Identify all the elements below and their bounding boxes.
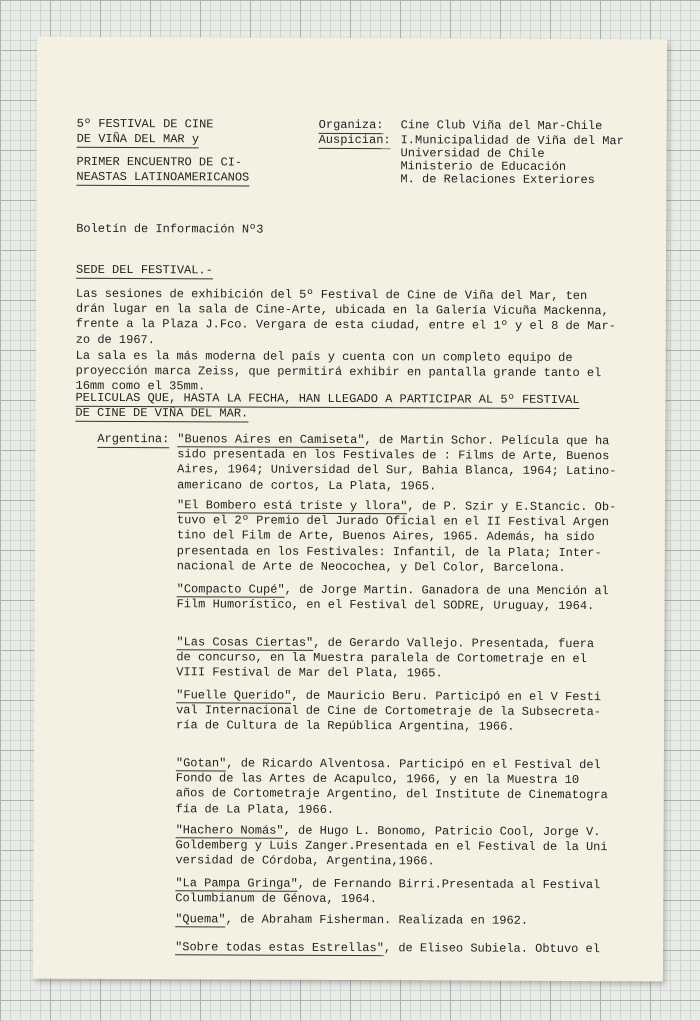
film-entry xyxy=(176,756,608,819)
film-entry-first-line xyxy=(176,635,594,652)
film-description: , de Ricardo Alventosa. Participó en el Festival del xyxy=(226,756,601,773)
country-label-argentina: Argentina: xyxy=(97,432,169,449)
festival-title-line-1: 5º FESTIVAL DE CINE xyxy=(76,116,214,132)
sede-paragraph-1 xyxy=(76,287,616,350)
organiza-label: Organiza: xyxy=(319,118,384,134)
film-list xyxy=(175,432,637,957)
film-entry xyxy=(175,876,600,908)
film-description-line: tuvo el 2º Premio del Jurado Oficial en el II Festival Argen xyxy=(176,513,610,530)
sede-paragraph-2 xyxy=(75,349,601,397)
film-title: "La Pampa Gringa" xyxy=(175,876,298,891)
film-description-line: americano de cortos, La Plata, 1965. xyxy=(177,477,437,493)
sede-heading: SEDE DEL FESTIVAL.- xyxy=(76,263,213,280)
text-line: drán lugar en la sala de Cine-Arte, ubicada en la Galería Vicuña Mackenna, xyxy=(75,302,609,319)
film-description: , de Gerardo Vallejo. Presentada, fuera xyxy=(313,635,595,652)
film-description-line: años de Cortometraje Argentino, del Institute de Cinematogra xyxy=(175,786,608,803)
peliculas-heading-line-1: PELICULAS QUE, HASTA LA FECHA, HAN LLEGADO A PARTICIPAR AL 5º FESTIVAL xyxy=(75,391,579,409)
film-description-line: Aires, 1964; Universidad del Sur, Bahia Blanca, 1964; Latino- xyxy=(177,462,617,479)
film-description-line: Film Humorístico, en el Festival del SODRE, Uruguay, 1964. xyxy=(176,597,595,614)
encuentro-title-line-1: PRIMER ENCUENTRO DE CI- xyxy=(76,154,243,170)
film-description-line: de concurso, en la Muestra paralela de Cortometraje en el xyxy=(176,650,587,667)
film-description: , de Mauricio Beru. Participó en el V Festi xyxy=(291,688,602,705)
encuentro-title-line-2: NEASTAS LATINOAMERICANOS xyxy=(76,170,249,187)
film-description: , de Abraham Fisherman. Realizada en 1962. xyxy=(225,912,529,928)
film-entry xyxy=(176,635,594,682)
auspician-value-2: Universidad de Chile xyxy=(400,146,545,161)
auspician-value-4: M. de Relaciones Exteriores xyxy=(400,172,595,188)
film-title: "Buenos Aires en Camiseta" xyxy=(177,432,365,448)
film-entry xyxy=(175,940,600,957)
film-title: "Las Cosas Ciertas" xyxy=(176,635,314,650)
auspician-label: Auspician: xyxy=(319,133,391,150)
text-line: La sala es la más moderna del país y cuenta con un completo equipo de xyxy=(75,348,573,365)
film-entry-first-line xyxy=(175,940,600,957)
film-description-line: versidad de Córdoba, Argentina,1966. xyxy=(175,853,435,869)
film-entry xyxy=(177,582,609,614)
film-title: "Hachero Nomás" xyxy=(175,823,284,838)
film-entry xyxy=(177,432,617,495)
film-description: , de Fernando Birri.Presentada al Festival xyxy=(297,876,601,893)
text-line: proyección marca Zeiss, que permitirá exhibir en pantalla grande tanto el xyxy=(75,364,602,381)
peliculas-heading-line-2: DE CINE DE VIÑA DEL MAR. xyxy=(75,406,248,423)
film-entry xyxy=(177,498,617,576)
film-description-line: Goldemberg y Luis Zanger.Presentada en el Festival de la Uni xyxy=(175,838,608,855)
film-description-line: fía de La Plata, 1966. xyxy=(175,801,335,817)
film-description-line: Fondo de las Artes de Acapulco, 1966, y en la Muestra 10 xyxy=(175,771,580,788)
film-description-line: sido presentada en los Festivales de : Films de Arte, Buenos xyxy=(177,447,610,464)
film-description-line: nacional de Arte de Neocochea, y Del Color, Barcelona. xyxy=(176,559,566,575)
film-title: "El Bombero está triste y llora" xyxy=(176,498,408,514)
film-description: , de Hugo L. Bonomo, Patricio Cool, Jorge V. xyxy=(283,823,601,840)
film-description-line: VIII Festival de Mar del Plata, 1965. xyxy=(176,665,443,681)
festival-title-line-2: DE VIÑA DEL MAR y xyxy=(77,132,199,149)
film-description-line: ría de Cultura de la República Argentina, 1966. xyxy=(176,718,515,735)
text-line: zo de 1967. xyxy=(75,332,155,347)
organiza-value: Cine Club Viña del Mar-Chile xyxy=(400,118,603,134)
film-entry-first-line xyxy=(175,912,528,929)
boletin-number: Boletín de Información Nº3 xyxy=(76,221,264,237)
auspician-value-3: Ministerio de Educación xyxy=(400,159,567,174)
film-title: "Quema" xyxy=(175,912,226,927)
film-description-line: presentada en los Festivales: Infantil, de la Plata; Inter- xyxy=(176,543,602,560)
film-description-line: Columbianum de Génova, 1964. xyxy=(175,891,377,907)
film-title: "Gotan" xyxy=(175,756,227,771)
film-title: "Sobre todas estas Estrellas" xyxy=(175,940,384,956)
document-page xyxy=(33,37,667,982)
film-description: , de Martin Schor. Película que ha xyxy=(364,433,610,449)
film-description-line: tino del Film de Arte, Buenos Aires, 1965. Además, ha sido xyxy=(176,528,595,545)
film-description: , de Eliseo Subiela. Obtuvo el xyxy=(383,941,601,957)
film-entry xyxy=(175,823,607,870)
text-line: frente a la Plaza J.Fco. Vergara de esta ciudad, entre el 1º y el 8 de Mar- xyxy=(75,317,616,334)
text-line: 16mm como el 35mm. xyxy=(75,379,206,394)
film-entry xyxy=(176,688,601,735)
film-description: , de Jorge Martin. Ganadora de una Mención al xyxy=(284,582,609,599)
text-line: Las sesiones de exhibición del 5º Festival de Cine de Viña del Mar, ten xyxy=(75,286,588,304)
film-entry xyxy=(175,912,528,929)
auspician-value-1: I.Municipalidad de Viña del Mar xyxy=(400,133,624,149)
film-description-line: val Internacional de Cine de Cortometraje de la Subsecreta- xyxy=(176,703,602,720)
film-title: "Compacto Cupé" xyxy=(176,582,285,597)
film-description: , de P. Szir y E.Stancic. Ob- xyxy=(407,499,617,515)
film-title: "Fuelle Querido" xyxy=(176,688,292,703)
